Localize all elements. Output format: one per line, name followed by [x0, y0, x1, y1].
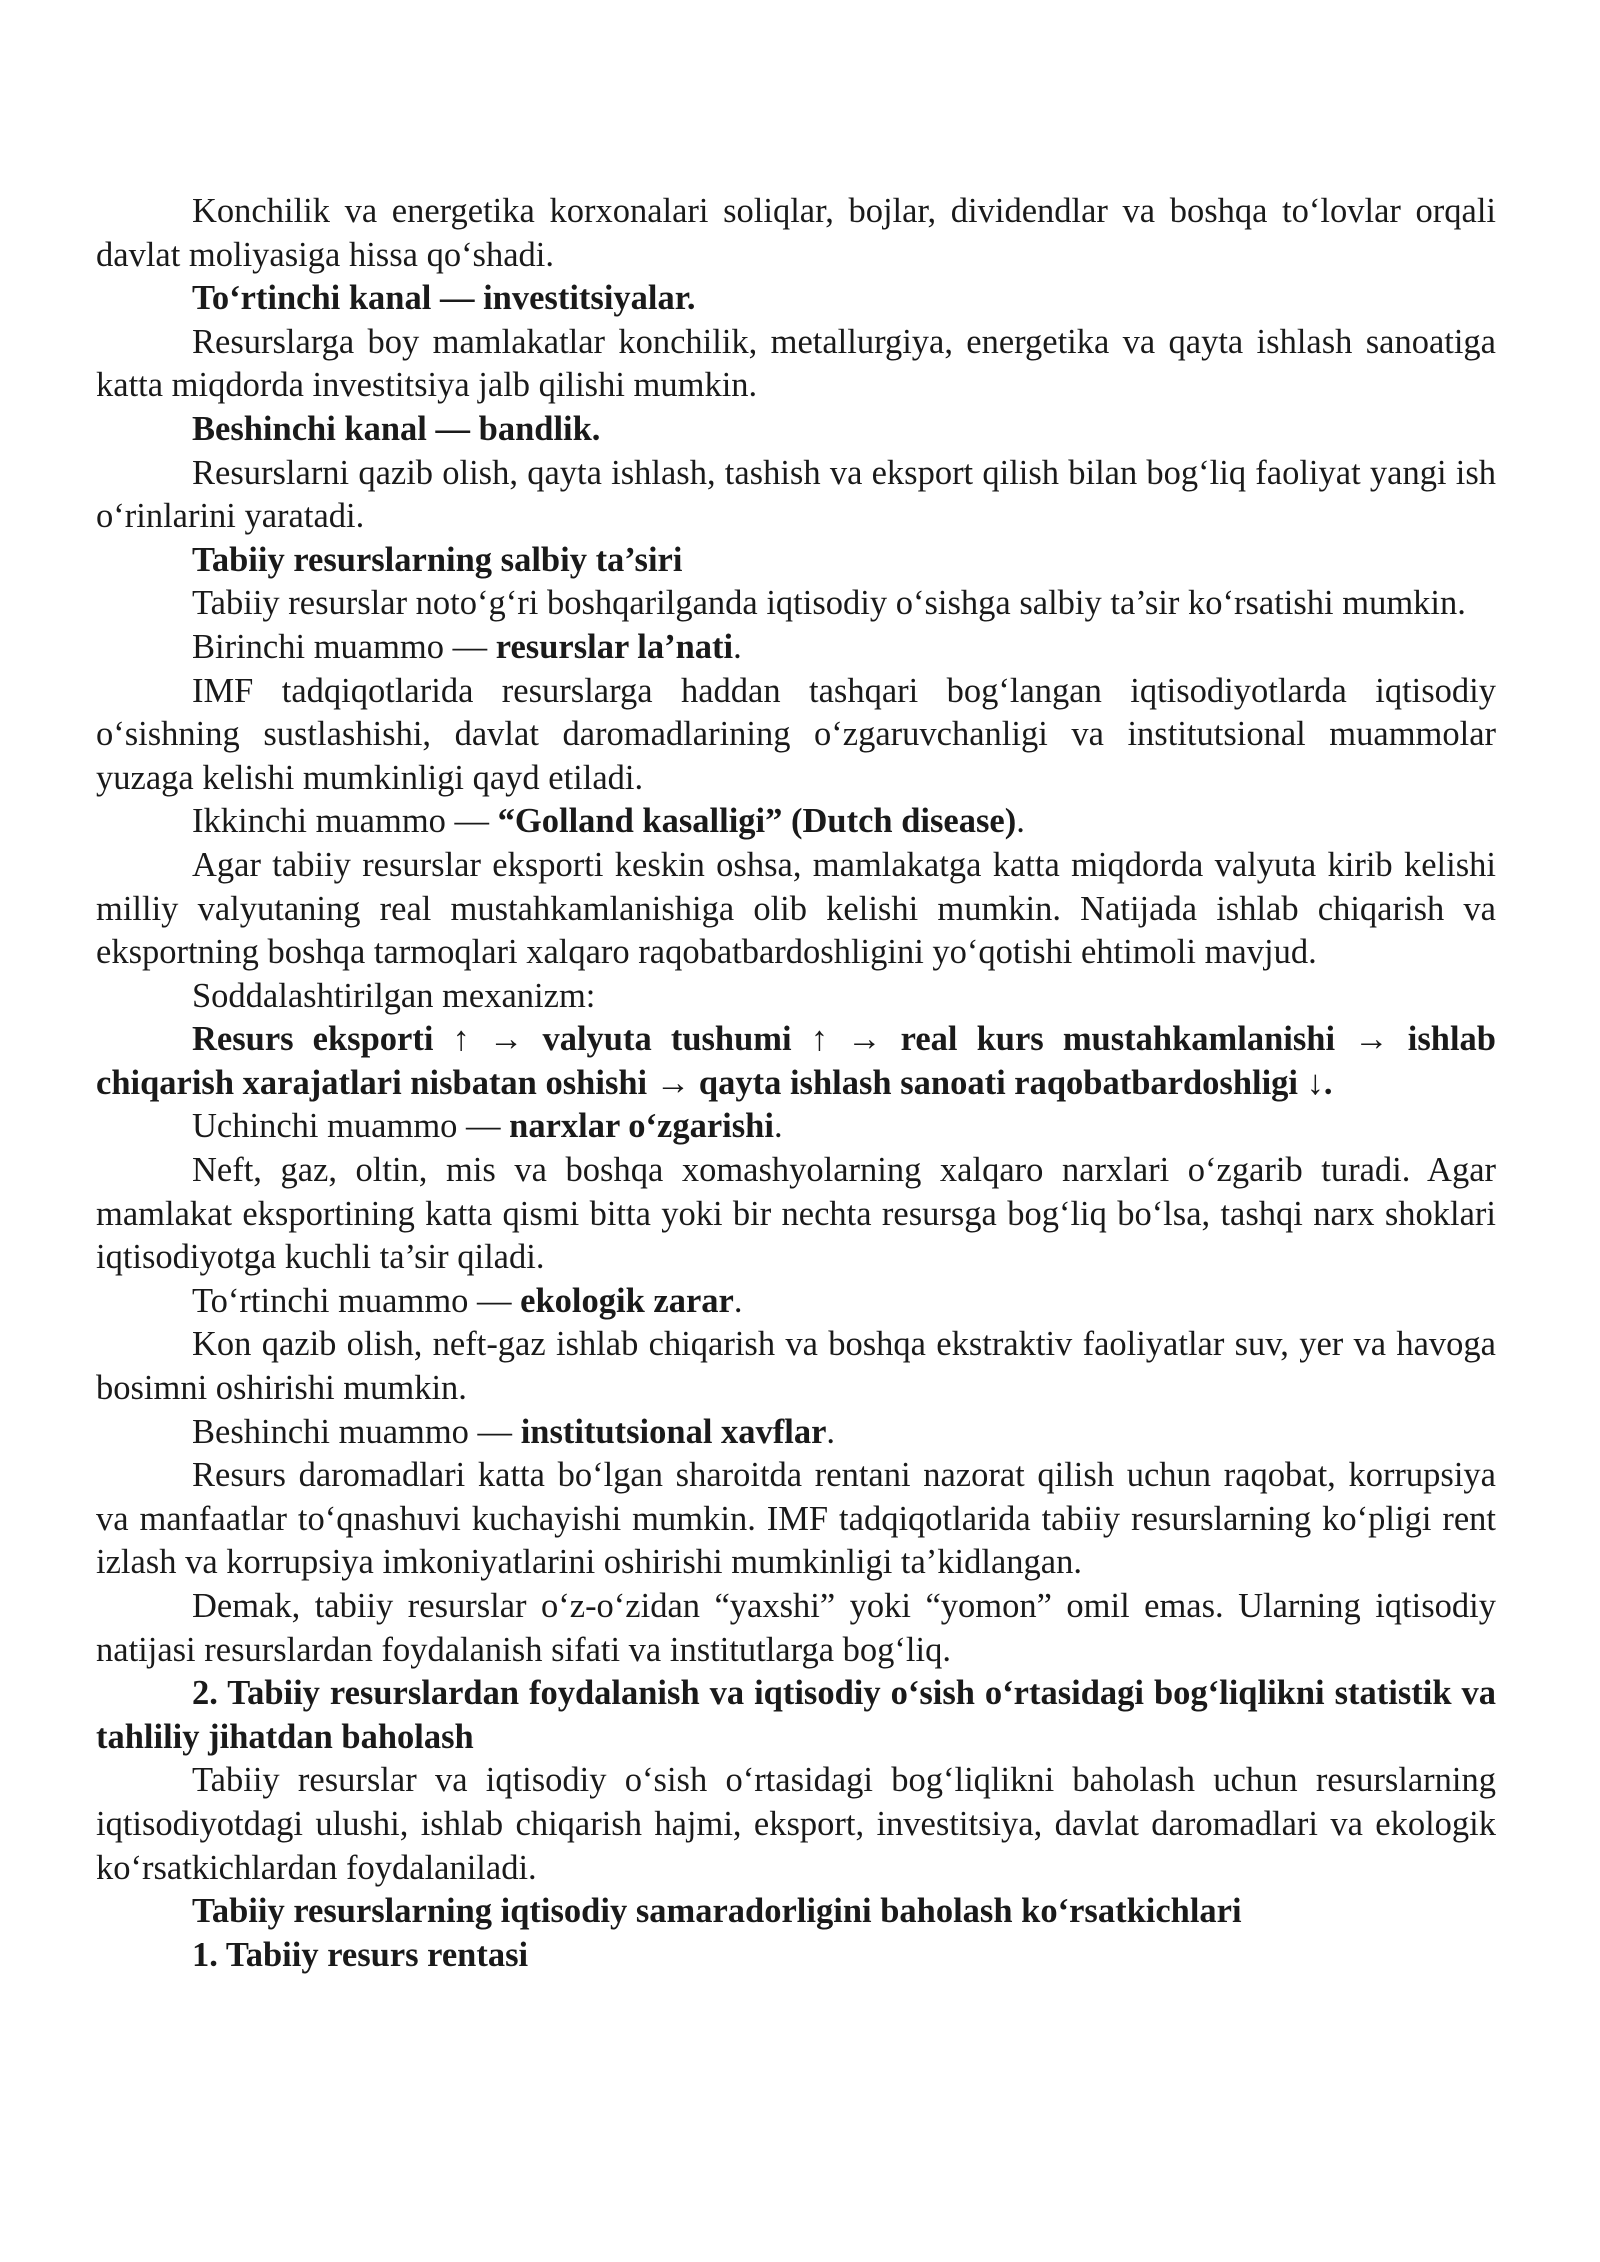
paragraph-resource-curse: IMF tadqiqotlarida resurslarga haddan tashqari bog‘langan iqtisodiyotlarda iqtisodiy o‘sishning sustlashishi, davlat daromadlarining o‘zgaruvchanligi va institutsional muammolar yuzaga kelishi mumkinligi qayd etiladi. [96, 671, 1496, 797]
paragraph-employment: Resurslarni qazib olish, qayta ishlash, tashish va eksport qilish bilan bog‘liq faoliyat yangi ish o‘rinlarini yaratadi. [96, 453, 1496, 536]
problem-2-title: “Golland kasalligi” (Dutch disease) [497, 802, 1017, 841]
problem-4-line [96, 1280, 1496, 1324]
problem-3-line [96, 1105, 1496, 1149]
problem-5-punct: . [826, 1412, 836, 1451]
problem-1-title: resurslar la’nati [495, 627, 734, 666]
problem-4-punct: . [733, 1281, 743, 1320]
problem-5-line [96, 1411, 1496, 1455]
problem-3-punct: . [773, 1107, 783, 1146]
problem-2-line [96, 800, 1496, 844]
problem-1-line [96, 626, 1496, 670]
problem-4-label: To‘rtinchi muammo — [192, 1281, 521, 1320]
problem-1-punct: . [733, 627, 742, 666]
problem-3-title: narxlar o‘zgarishi [509, 1107, 774, 1146]
heading-efficiency-indicators: Tabiiy resurslarning iqtisodiy samaradorligini baholash ko‘rsatkichlari [192, 1892, 1242, 1931]
problem-1-label: Birinchi muammo — [192, 627, 496, 666]
document-page [96, 190, 1496, 1977]
paragraph-mechanism-intro: Soddalashtirilgan mexanizm: [192, 976, 596, 1015]
problem-2-label: Ikkinchi muammo — [192, 802, 498, 841]
paragraph-institutional-risks: Resurs daromadlari katta bo‘lgan sharoitda rentani nazorat qilish uchun raqobat, korrupsiya va manfaatlar to‘qnashuvi kuchayishi mumkin. IMF tadqiqotlarida tabiiy resurslarning ko‘pligi rent izlash va korrupsiya imkoniyatlarini oshirishi mumkinligi ta’kidlangan. [96, 1456, 1496, 1582]
heading-channel-employment: Beshinchi kanal — bandlik. [192, 409, 601, 448]
problem-5-label: Beshinchi muammo — [192, 1412, 521, 1451]
paragraph-fiscal-contribution: Konchilik va energetika korxonalari soliqlar, bojlar, dividendlar va boshqa to‘lovlar orqali davlat moliyasiga hissa qo‘shadi. [96, 192, 1496, 274]
problem-3-label: Uchinchi muammo — [192, 1107, 510, 1146]
heading-section-2: 2. Tabiiy resurslardan foydalanish va iqtisodiy o‘sish o‘rtasidagi bog‘liqlikni statistik va tahliliy jihatdan baholash [96, 1674, 1496, 1756]
problem-2-punct: . [1016, 802, 1025, 841]
problem-4-title: ekologik zarar [520, 1281, 734, 1320]
problem-5-title: institutsional xavflar [520, 1412, 827, 1451]
paragraph-negative-impact: Tabiiy resurslar noto‘g‘ri boshqarilganda iqtisodiy o‘sishga salbiy ta’sir ko‘rsatishi mumkin. [192, 584, 1466, 623]
paragraph-investments: Resurslarga boy mamlakatlar konchilik, metallurgiya, energetika va qayta ishlash sanoatiga katta miqdorda investitsiya jalb qilishi mumkin. [96, 322, 1496, 405]
paragraph-assessment: Tabiiy resurslar va iqtisodiy o‘sish o‘rtasidagi bog‘liqlikni baholash uchun resurslarning iqtisodiyotdagi ulushi, ishlab chiqarish hajmi, eksport, investitsiya, davlat daromadlari va ekologik ko‘rsatkichlardan foydalaniladi. [96, 1761, 1496, 1887]
paragraph-conclusion: Demak, tabiiy resurslar o‘z-o‘zidan “yaxshi” yoki “yomon” omil emas. Ularning iqtisodiy natijasi resurslardan foydalanish sifati va institutlarga bog‘liq. [96, 1587, 1496, 1669]
paragraph-dutch-disease: Agar tabiiy resurslar eksporti keskin oshsa, mamlakatga katta miqdorda valyuta kirib kelishi milliy valyutaning real mustahkamlanishiga olib kelishi mumkin. Natijada ishlab chiqarish va eksportning boshqa tarmoqlari xalqaro raqobatbardoshligini yo‘qotishi ehtimoli mavjud. [96, 845, 1496, 972]
heading-channel-investments: To‘rtinchi kanal — investitsiyalar. [192, 279, 696, 318]
paragraph-ecological-damage: Kon qazib olish, neft-gaz ishlab chiqarish va boshqa ekstraktiv faoliyatlar suv, yer va havoga bosimni oshirishi mumkin. [96, 1325, 1496, 1408]
heading-resource-rent: 1. Tabiiy resurs rentasi [192, 1935, 529, 1974]
paragraph-price-changes: Neft, gaz, oltin, mis va boshqa xomashyolarning xalqaro narxlari o‘zgarib turadi. Agar mamlakat eksportining katta qismi bitta yoki bir nechta resursga bog‘liq bo‘lsa, tashqi narx shoklari iqtisodiyotga kuchli ta’sir qiladi. [96, 1151, 1496, 1277]
paragraph-mechanism-chain: Resurs eksporti ↑ → valyuta tushumi ↑ → real kurs mustahkamlanishi → ishlab chiqarish xarajatlari nisbatan oshishi → qayta ishlash sanoati raqobatbardoshligi ↓. [96, 1020, 1496, 1102]
heading-negative-impact: Tabiiy resurslarning salbiy ta’siri [192, 540, 683, 579]
